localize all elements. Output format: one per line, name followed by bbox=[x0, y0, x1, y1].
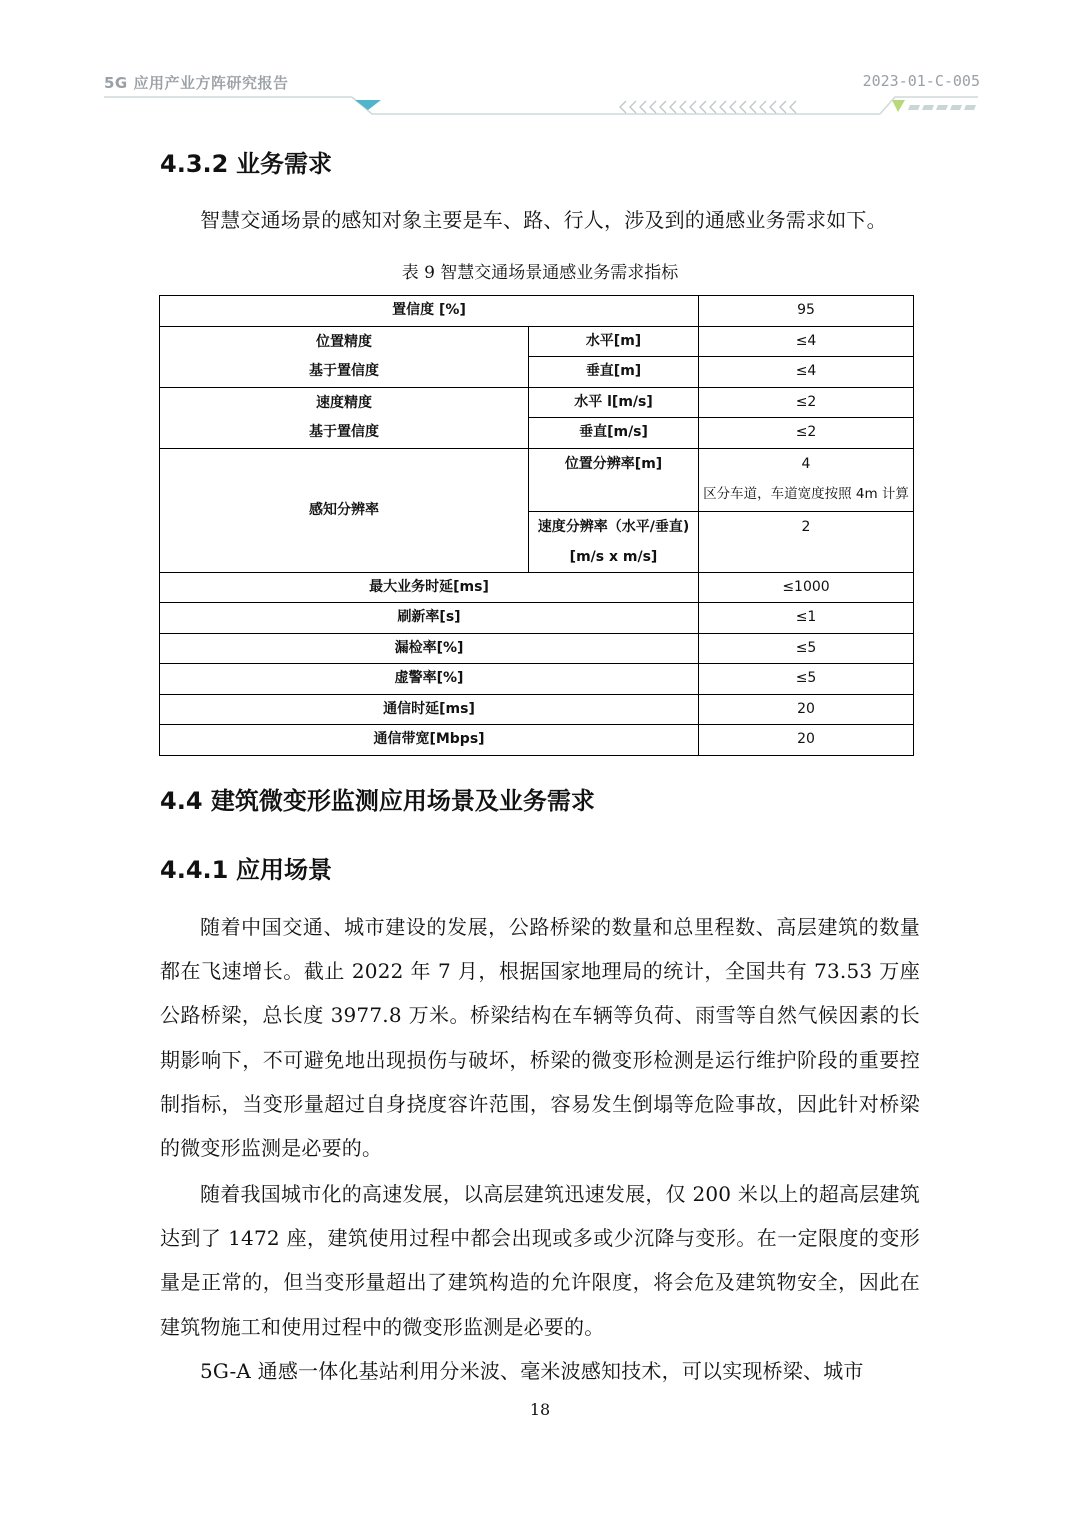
table-cell-label: 水平 l[m/s] bbox=[529, 387, 699, 418]
speed-resolution-label bbox=[529, 511, 699, 572]
table-cell-value: ≤2 bbox=[699, 418, 914, 449]
header-decoration bbox=[0, 90, 1080, 120]
table-cell-value: ≤4 bbox=[699, 326, 914, 357]
position-resolution-value bbox=[699, 448, 914, 511]
table-cell-value: 4 bbox=[801, 455, 811, 472]
table-row bbox=[160, 633, 914, 664]
table-cell-value: ≤4 bbox=[699, 357, 914, 388]
table-cell-label: 垂直[m] bbox=[529, 357, 699, 388]
resolution-group: 感知分辨率 bbox=[160, 448, 529, 572]
group-label-line1: 位置精度 bbox=[316, 333, 372, 350]
group-label-line2: 基于置信度 bbox=[309, 362, 379, 379]
page-header bbox=[0, 0, 1080, 130]
table-row bbox=[160, 326, 914, 357]
body-paragraph: 随着我国城市化的高速发展，以高层建筑迅速发展，仅 200 米以上的超高层建筑达到了 1472 座，建筑使用过程中都会出现或多或少沉降与变形。在一定限度的变形量是正常的，但当变形量超出了建筑构造的允许限度，将会危及建筑物安全，因此在建筑物施工和使用过程中的微变形监测是必要的。 bbox=[160, 1182, 920, 1339]
velocity-accuracy-group bbox=[160, 387, 529, 448]
table-cell-label: 最大业务时延[ms] bbox=[160, 572, 699, 603]
table-cell-note: 区分车道，车道宽度按照 4m 计算 bbox=[703, 485, 909, 502]
table-cell-label: 速度分辨率（水平/垂直) bbox=[537, 518, 690, 535]
table-row bbox=[160, 296, 914, 327]
intro-paragraph: 智慧交通场景的感知对象主要是车、路、行人，涉及到的通感业务需求如下。 bbox=[200, 208, 887, 232]
table-cell-value: 20 bbox=[699, 694, 914, 725]
table-row bbox=[160, 664, 914, 695]
table-row bbox=[160, 448, 914, 511]
position-resolution-label bbox=[529, 448, 699, 511]
table-cell-label: 虚警率[%] bbox=[160, 664, 699, 695]
header-green-triangle-icon bbox=[892, 100, 905, 112]
header-triangle-icon bbox=[355, 100, 381, 110]
table-cell-value: ≤5 bbox=[699, 633, 914, 664]
section-title: 业务需求 bbox=[236, 150, 332, 178]
table-row bbox=[160, 725, 914, 756]
speed-resolution-value bbox=[699, 511, 914, 572]
section-heading-4-4: 4.4 建筑微变形监测应用场景及业务需求 bbox=[160, 787, 595, 815]
header-rule-step bbox=[352, 97, 880, 114]
section-heading-4-4-1 bbox=[160, 850, 332, 885]
page-number: 18 bbox=[529, 1400, 551, 1419]
section-title: 应用场景 bbox=[236, 856, 332, 884]
chevron-row-icon bbox=[620, 101, 796, 113]
table-cell-value: ≤1000 bbox=[699, 572, 914, 603]
table-cell-value: ≤2 bbox=[699, 387, 914, 418]
document-code: 2023-01-C-005 bbox=[862, 72, 980, 90]
body-paragraph: 随着中国交通、城市建设的发展，公路桥梁的数量和总里程数、高层建筑的数量都在飞速增长。截止 2022 年 7 月，根据国家地理局的统计，全国共有 73.53 万座公路桥梁，总长度 3977.8 万米。桥梁结构在车辆等负荷、雨雪等自然气候因素的长期影响下，不可避免地出现损伤与破坏，桥梁的微变形检测是运行维护阶段的重要控制指标，当变形量超过自身挠度容许范围，容易发生倒塌等危险事故，因此针对桥梁的微变形监测是必要的。 bbox=[160, 915, 920, 1161]
table-caption: 表 9 智慧交通场景通感业务需求指标 bbox=[401, 263, 679, 283]
section-number: 4.3.2 bbox=[160, 150, 229, 178]
table-cell-label: 置信度 [%] bbox=[160, 296, 699, 327]
table-cell-label: 位置分辨率[m] bbox=[564, 455, 663, 472]
table-cell-label: 刷新率[s] bbox=[160, 603, 699, 634]
header-dash-marks-icon bbox=[908, 105, 976, 110]
table-row bbox=[160, 572, 914, 603]
table-row bbox=[160, 603, 914, 634]
requirements-table bbox=[159, 295, 914, 756]
position-accuracy-group bbox=[160, 326, 529, 387]
section-heading-4-3-2 bbox=[160, 144, 332, 179]
group-label-line2: 基于置信度 bbox=[309, 423, 379, 440]
group-label-line1: 速度精度 bbox=[316, 394, 372, 411]
table-cell-label-unit: [m/s x m/s] bbox=[569, 548, 658, 565]
body-paragraph: 5G-A 通感一体化基站利用分米波、毫米波感知技术，可以实现桥梁、城市 bbox=[200, 1359, 864, 1383]
table-cell-value: ≤1 bbox=[699, 603, 914, 634]
table-cell-label: 漏检率[%] bbox=[160, 633, 699, 664]
table-cell-label: 水平[m] bbox=[529, 326, 699, 357]
table-cell-label: 通信带宽[Mbps] bbox=[160, 725, 699, 756]
table-cell-value: 95 bbox=[699, 296, 914, 327]
table-row bbox=[160, 387, 914, 418]
section-number: 4.4.1 bbox=[160, 856, 229, 884]
table-cell-label: 垂直[m/s] bbox=[529, 418, 699, 449]
table-cell-value: ≤5 bbox=[699, 664, 914, 695]
table-cell-value: 20 bbox=[699, 725, 914, 756]
table-cell-label: 通信时延[ms] bbox=[160, 694, 699, 725]
table-cell-value: 2 bbox=[801, 518, 811, 535]
report-title: 5G 应用产业方阵研究报告 bbox=[104, 74, 289, 92]
table-row bbox=[160, 694, 914, 725]
